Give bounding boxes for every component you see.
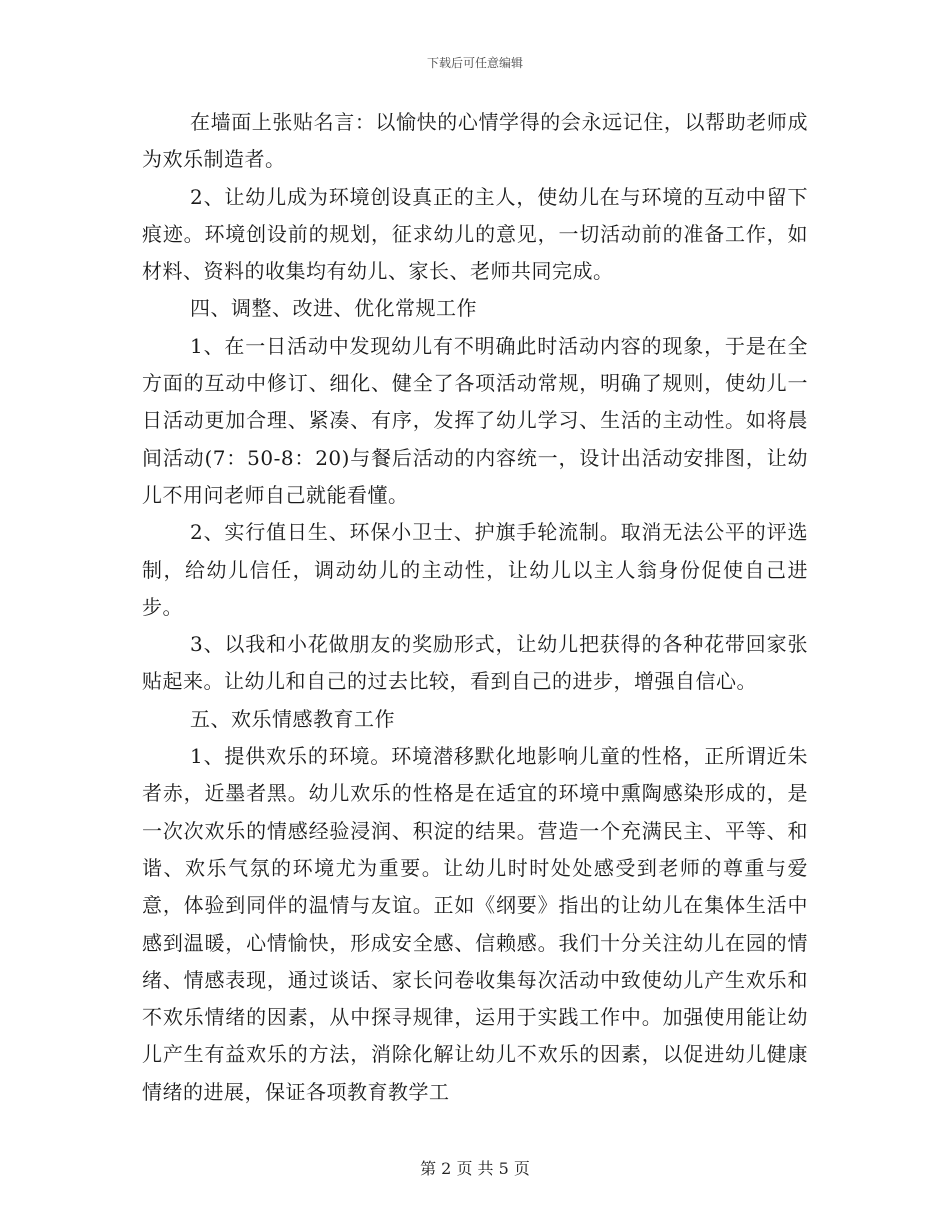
paragraph-happy-environment: 1、提供欢乐的环境。环境潜移默化地影响儿童的性格，正所谓近朱者赤，近墨者黑。幼儿欢乐的性格是在适宜的环境中熏陶感染形成的，是一次次欢乐的情感经验浸润、积淀的结果。营造一个充满民主、平等、和谐、欢乐气氛的环境尤为重要。让幼儿时时处处感受到老师的尊重与爱意，体验到同伴的温情与友谊。正如《纲要》指出的让幼儿在集体生活中感到温暖，心情愉快，形成安全感、信赖感。我们十分关注幼儿在园的情绪、情感表现，通过谈话、家长问卷收集每次活动中致使幼儿产生欢乐和不欢乐情绪的因素，从中探寻规律，运用于实践工作中。加强使用能让幼儿产生有益欢乐的方法，消除化解让幼儿不欢乐的因素，以促进幼儿健康情绪的进展，保证各项教育教学工 xyxy=(142,744,808,1104)
paragraph-duty-rotation: 2、实行值日生、环保小卫士、护旗手轮流制。取消无法公平的评选制，给幼儿信任，调动幼儿的主动性，让幼儿以主人翁身份促使自己进步。 xyxy=(142,520,808,619)
paragraph-poster-quote: 在墙面上张贴名言：以愉快的心情学得的会永远记住，以帮助老师成为欢乐制造者。 xyxy=(142,110,808,172)
section-heading-routine: 四、调整、改进、优化常规工作 xyxy=(190,296,477,321)
page-header-note: 下载后可任意编辑 xyxy=(426,56,523,70)
paragraph-flower-reward: 3、以我和小花做朋友的奖励形式，让幼儿把获得的各种花带回家张贴起来。让幼儿和自己的过去比较，看到自己的进步，增强自信心。 xyxy=(142,632,808,694)
document-body xyxy=(142,104,808,1111)
section-heading-happy-education: 五、欢乐情感教育工作 xyxy=(190,706,395,731)
page-number-footer: 第 2 页 共 5 页 xyxy=(420,1159,530,1178)
paragraph-environment-owner: 2、让幼儿成为环境创设真正的主人，使幼儿在与环境的互动中留下痕迹。环境创设前的规划，征求幼儿的意见，一切活动前的准备工作，如材料、资料的收集均有幼儿、家长、老师共同完成。 xyxy=(142,184,808,284)
paragraph-daily-activity: 1、在一日活动中发现幼儿有不明确此时活动内容的现象，于是在全方面的互动中修订、细化、健全了各项活动常规，明确了规则，使幼儿一日活动更加合理、紧凑、有序，发挥了幼儿学习、生活的主动性。如将晨间活动(7：50-8：20)与餐后活动的内容统一，设计出活动安排图，让幼儿不用问老师自己就能看懂。 xyxy=(142,333,808,507)
